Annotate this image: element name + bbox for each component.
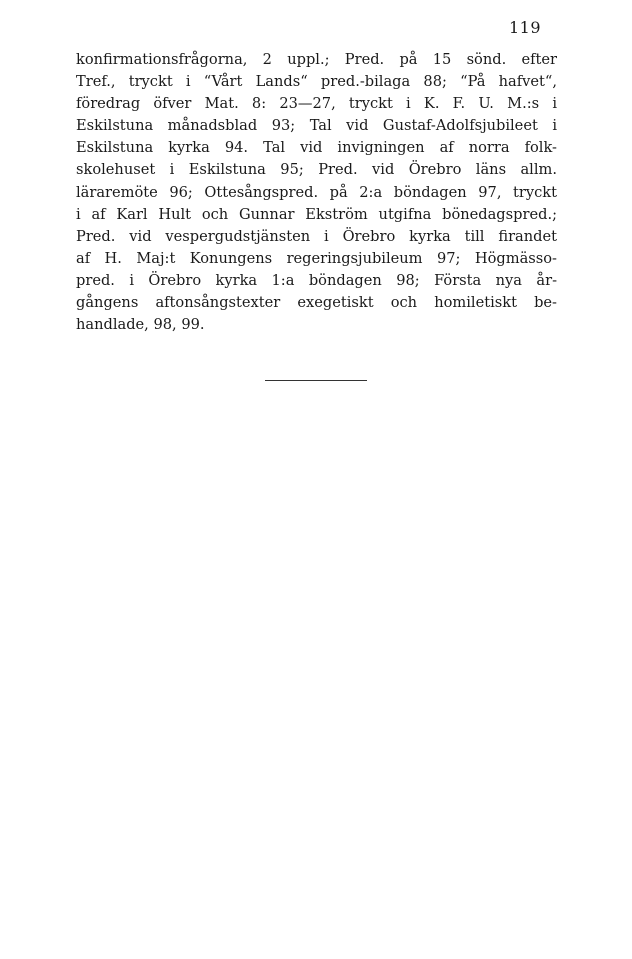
text-line: konfirmationsfrågorna, 2 uppl.; Pred. på 15 sönd. efter xyxy=(76,51,557,68)
text-line: gångens aftonsångstexter exegetiskt och homiletiskt be- xyxy=(76,294,557,312)
text-line: läraremöte 96; Ottesångspred. på 2:a böndagen 97, tryckt xyxy=(76,183,557,201)
section-divider xyxy=(265,380,367,381)
text-line: i af Karl Hult och Gunnar Ekström utgifna bönedagspred.; xyxy=(76,205,557,223)
text-line: Eskilstuna kyrka 94. Tal vid invigningen af norra folk- xyxy=(76,139,557,157)
text-line: Tref., tryckt i “Vårt Lands“ pred.-bilaga 88; “På hafvet“, xyxy=(76,73,557,91)
body-text xyxy=(76,49,557,336)
text-line-last: handlade, 98, 99. xyxy=(76,316,205,334)
text-line: föredrag öfver Mat. 8: 23—27, tryckt i K. F. U. M.:s i xyxy=(76,95,557,113)
text-line: Pred. vid vespergudstjänsten i Örebro kyrka till firandet xyxy=(76,227,557,245)
text-line: Eskilstuna månadsblad 93; Tal vid Gustaf-Adolfsjubileet i xyxy=(76,117,557,135)
page-number: 119 xyxy=(509,18,542,37)
text-line: skolehuset i Eskilstuna 95; Pred. vid Örebro läns allm. xyxy=(76,161,557,179)
text-line: pred. i Örebro kyrka 1:a böndagen 98; Första nya år- xyxy=(76,271,557,289)
text-line: af H. Maj:t Konungens regeringsjubileum 97; Högmässo- xyxy=(76,249,557,267)
